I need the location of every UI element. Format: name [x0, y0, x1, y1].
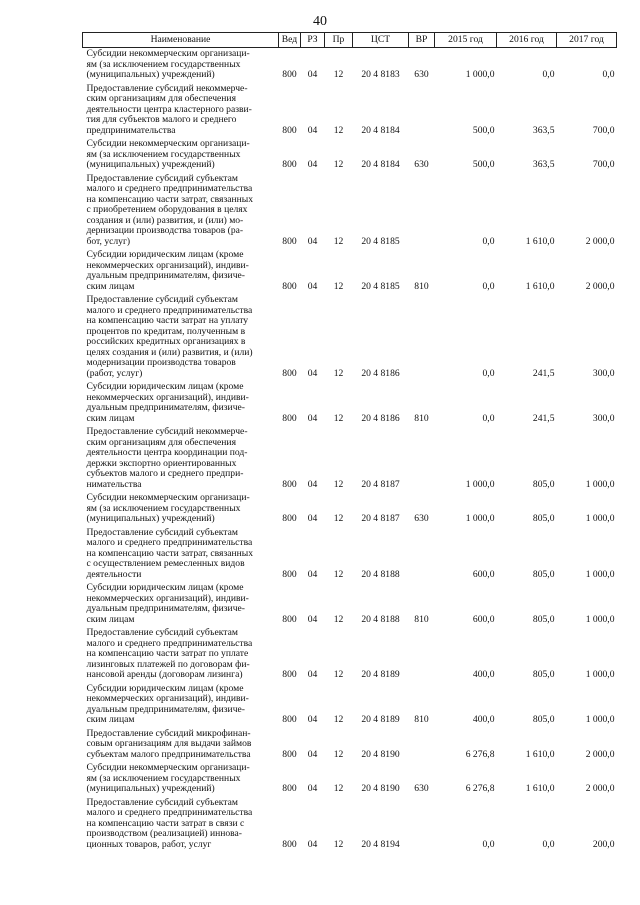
cell-name	[83, 762, 279, 797]
cell-pr: 12	[333, 714, 344, 725]
cell-cst: 20 4 8189	[361, 669, 400, 680]
name-line: лизинговых платежей по договорам фи-	[86, 658, 250, 670]
cell-2015: 0,0	[482, 280, 495, 292]
cell-cst: 20 4 8185	[361, 235, 400, 247]
header-rz: РЗ	[301, 33, 325, 48]
cell-2017: 1 000,0	[585, 513, 615, 524]
cell-rz: 04	[307, 478, 318, 490]
header-cst: ЦСТ	[353, 33, 409, 48]
table-row	[83, 492, 617, 527]
cell-2015: 0,0	[482, 367, 495, 379]
table-row	[83, 249, 617, 294]
name-line: Предоставление субсидий субъектам	[86, 627, 238, 638]
name-line: производством (реализацией) иннова-	[86, 828, 243, 839]
cell-rz: 04	[307, 124, 318, 136]
cell-vr: 630	[414, 69, 429, 80]
header-row	[83, 33, 617, 48]
table-row	[83, 294, 617, 381]
cell-pr: 12	[333, 235, 344, 247]
name-line: Предоставление субсидий субъектам	[86, 526, 238, 538]
cell-cst: 20 4 8188	[361, 613, 400, 625]
name-line: предпринимательства	[86, 124, 176, 136]
cell-ved: 800	[282, 124, 297, 136]
name-line: ционных товаров, работ, услуг	[86, 838, 212, 850]
header-pr: Пр	[325, 33, 353, 48]
cell-cst: 20 4 8186	[361, 367, 400, 379]
name-line: Субсидии некоммерческим организаци-	[86, 492, 250, 503]
name-line: Субсидии некоммерческим организаци-	[86, 48, 250, 59]
cell-2017: 700,0	[592, 159, 615, 170]
name-line: дуальным предпринимателям, физиче-	[86, 402, 245, 413]
cell-ved: 800	[282, 513, 297, 524]
cell-cst: 20 4 8187	[361, 478, 400, 490]
name-line: ским организациям для обеспечения	[86, 93, 236, 104]
name-line: деятельности	[86, 568, 142, 580]
cell-2017: 1 000,0	[585, 613, 615, 625]
table-row	[83, 582, 617, 627]
cell-2016: 1 610,0	[525, 235, 555, 247]
cell-name	[83, 683, 279, 728]
cell-ved: 800	[282, 478, 297, 490]
cell-name	[83, 249, 279, 294]
name-line: Субсидии юридическим лицам (кроме	[86, 682, 244, 694]
cell-pr: 12	[333, 613, 344, 625]
cell-2016: 363,5	[532, 124, 555, 136]
name-line: дуальным предпринимателям, физиче-	[86, 603, 245, 614]
cell-rz: 04	[307, 714, 318, 725]
name-line: Предоставление субсидий микрофинан-	[86, 727, 251, 739]
cell-rz: 04	[307, 367, 318, 379]
cell-name	[83, 582, 279, 627]
cell-2017: 2 000,0	[585, 783, 615, 794]
cell-vr: 810	[414, 714, 429, 725]
name-line: деятельности центра координации под-	[86, 447, 248, 458]
cell-cst: 20 4 8188	[361, 568, 400, 580]
name-line: субъектам малого предпринимательства	[86, 748, 251, 760]
cell-ved: 800	[282, 714, 297, 725]
cell-name	[83, 527, 279, 583]
cell-vr	[409, 728, 435, 763]
cell-ved: 800	[282, 669, 297, 680]
name-line: ям (за исключением государственных	[86, 58, 241, 70]
cell-rz: 04	[307, 669, 318, 680]
cell-2017: 0,0	[602, 69, 615, 80]
name-line: на компенсацию части затрат на уплату	[86, 315, 249, 326]
cell-pr: 12	[333, 412, 344, 424]
cell-ved: 800	[282, 613, 297, 625]
name-line: малого и среднего предпринимательства	[86, 537, 253, 548]
cell-2016: 1 610,0	[525, 748, 555, 760]
cell-vr	[409, 294, 435, 381]
name-line: держки экспортно ориентированных	[86, 457, 237, 469]
cell-ved: 800	[282, 280, 297, 292]
cell-rz: 04	[307, 748, 318, 760]
cell-name	[83, 381, 279, 426]
cell-2016: 805,0	[532, 714, 555, 725]
name-line: малого и среднего предпринимательства	[86, 637, 253, 649]
name-line: ским лицам	[86, 412, 135, 424]
cell-rz: 04	[307, 235, 318, 247]
name-line: дуальным предпринимателям, физиче-	[86, 703, 245, 715]
cell-cst: 20 4 8189	[361, 714, 400, 725]
cell-ved: 800	[282, 367, 297, 379]
cell-rz: 04	[307, 568, 318, 580]
cell-name	[83, 48, 279, 83]
cell-2015: 1 000,0	[465, 69, 495, 80]
cell-vr	[409, 173, 435, 250]
name-line: дернизации производства товаров (ра-	[86, 225, 244, 236]
cell-2016: 0,0	[542, 69, 555, 80]
cell-2016: 363,5	[532, 159, 555, 170]
name-line: Предоставление субсидий некоммерче-	[86, 426, 248, 437]
cell-2017: 1 000,0	[585, 714, 615, 725]
table-row	[83, 138, 617, 173]
cell-name	[83, 294, 279, 381]
name-line: с осуществлением ремесленных видов	[86, 558, 245, 569]
cell-2016: 0,0	[542, 838, 555, 850]
cell-cst: 20 4 8184	[361, 159, 400, 170]
cell-rz: 04	[307, 412, 318, 424]
name-line: процентов по кредитам, полученным в	[86, 325, 246, 337]
table-row	[83, 83, 617, 139]
cell-rz: 04	[307, 159, 318, 170]
cell-2017: 700,0	[592, 124, 615, 136]
cell-ved: 800	[282, 568, 297, 580]
cell-vr: 810	[414, 412, 429, 424]
name-line: целях создания и (или) развития, и (или)	[86, 346, 253, 358]
name-line: Предоставление субсидий некоммерче-	[86, 82, 248, 94]
cell-ved: 800	[282, 235, 297, 247]
name-line: субъектов малого и среднего предпри-	[86, 468, 244, 479]
cell-cst: 20 4 8190	[361, 783, 400, 794]
name-line: на компенсацию части затрат по уплате	[86, 648, 249, 659]
cell-vr: 810	[414, 613, 429, 625]
cell-2015: 500,0	[472, 159, 495, 170]
name-line: нансовой аренды (договорам лизинга)	[86, 669, 243, 680]
cell-vr	[409, 426, 435, 492]
cell-vr	[409, 797, 435, 853]
cell-pr: 12	[333, 513, 344, 524]
cell-cst: 20 4 8187	[361, 513, 400, 524]
name-line: бот, услуг)	[86, 235, 131, 247]
cell-pr: 12	[333, 478, 344, 490]
cell-ved: 800	[282, 412, 297, 424]
cell-2017: 2 000,0	[585, 235, 615, 247]
name-line: деятельности центра кластерного разви-	[86, 103, 252, 115]
name-line: некоммерческих организаций), индиви-	[86, 693, 249, 704]
table-row	[83, 762, 617, 797]
cell-cst: 20 4 8183	[361, 69, 400, 80]
cell-2016: 241,5	[532, 412, 555, 424]
name-line: (муниципальных) учреждений)	[86, 69, 215, 80]
name-line: Субсидии некоммерческим организаци-	[86, 762, 250, 773]
name-line: (муниципальных) учреждений)	[86, 783, 215, 794]
cell-name	[83, 426, 279, 492]
cell-ved: 800	[282, 838, 297, 850]
table-row	[83, 527, 617, 583]
cell-2017: 300,0	[592, 367, 615, 379]
cell-2015: 0,0	[482, 235, 495, 247]
cell-2016: 1 610,0	[525, 783, 555, 794]
header-name: Наименование	[83, 33, 279, 48]
name-line: совым организациям для выдачи займов	[86, 738, 252, 749]
cell-2015: 600,0	[472, 613, 495, 625]
cell-2016: 805,0	[532, 478, 555, 490]
table-body	[83, 48, 617, 853]
cell-name	[83, 138, 279, 173]
name-line: ям (за исключением государственных	[86, 502, 241, 514]
cell-2015: 600,0	[472, 568, 495, 580]
cell-rz: 04	[307, 513, 318, 524]
cell-rz: 04	[307, 280, 318, 292]
header-2015: 2015 год	[435, 33, 497, 48]
name-line: модернизации производства товаров	[86, 357, 236, 368]
name-line: на компенсацию части затрат в связи с	[86, 817, 245, 829]
cell-pr: 12	[333, 669, 344, 680]
name-line: ским лицам	[86, 613, 135, 625]
table-row	[83, 627, 617, 683]
name-line: ям (за исключением государственных	[86, 148, 241, 160]
cell-2017: 1 000,0	[585, 568, 615, 580]
name-line: Предоставление субсидий субъектам	[86, 294, 238, 305]
table-row	[83, 48, 617, 83]
name-line: Субсидии юридическим лицам (кроме	[86, 582, 244, 593]
table-row	[83, 173, 617, 250]
cell-pr: 12	[333, 838, 344, 850]
cell-ved: 800	[282, 783, 297, 794]
cell-2015: 6 276,8	[465, 783, 495, 794]
cell-2015: 500,0	[472, 124, 495, 136]
cell-vr	[409, 83, 435, 139]
cell-2016: 1 610,0	[525, 280, 555, 292]
cell-ved: 800	[282, 748, 297, 760]
name-line: ям (за исключением государственных	[86, 772, 241, 784]
cell-pr: 12	[333, 748, 344, 760]
cell-2016: 805,0	[532, 613, 555, 625]
name-line: (работ, услуг)	[86, 367, 143, 379]
name-line: российских кредитных организациях в	[86, 336, 246, 347]
name-line: на компенсацию части затрат, связанных	[86, 193, 254, 205]
cell-vr	[409, 527, 435, 583]
cell-2016: 241,5	[532, 367, 555, 379]
cell-cst: 20 4 8190	[361, 748, 400, 760]
cell-vr	[409, 627, 435, 683]
cell-pr: 12	[333, 124, 344, 136]
cell-vr: 810	[414, 280, 429, 292]
cell-cst: 20 4 8186	[361, 412, 400, 424]
name-line: ским лицам	[86, 280, 135, 292]
cell-name	[83, 728, 279, 763]
name-line: малого и среднего предпринимательства	[86, 807, 253, 818]
name-line: на компенсацию части затрат, связанных	[86, 547, 254, 559]
name-line: некоммерческих организаций), индиви-	[86, 592, 249, 604]
cell-vr: 630	[414, 783, 429, 794]
cell-2017: 200,0	[592, 838, 615, 850]
cell-pr: 12	[333, 159, 344, 170]
cell-2017: 1 000,0	[585, 669, 615, 680]
cell-2016: 805,0	[532, 669, 555, 680]
name-line: ским организациям для обеспечения	[86, 436, 236, 448]
cell-pr: 12	[333, 367, 344, 379]
cell-name	[83, 627, 279, 683]
name-line: нимательства	[86, 478, 142, 490]
cell-2017: 1 000,0	[585, 478, 615, 490]
cell-pr: 12	[333, 69, 344, 80]
name-line: Предоставление субсидий субъектам	[86, 172, 238, 184]
cell-2017: 2 000,0	[585, 748, 615, 760]
name-line: малого и среднего предпринимательства	[86, 183, 253, 194]
header-vr: ВР	[409, 33, 435, 48]
cell-name	[83, 173, 279, 250]
name-line: Субсидии некоммерческим организаци-	[86, 138, 250, 149]
budget-table	[82, 32, 617, 852]
table-row	[83, 426, 617, 492]
cell-cst: 20 4 8184	[361, 124, 400, 136]
name-line: некоммерческих организаций), индиви-	[86, 391, 249, 403]
cell-rz: 04	[307, 613, 318, 625]
cell-pr: 12	[333, 568, 344, 580]
name-line: некоммерческих организаций), индиви-	[86, 259, 249, 271]
cell-2015: 1 000,0	[465, 478, 495, 490]
cell-2015: 6 276,8	[465, 748, 495, 760]
cell-name	[83, 797, 279, 853]
cell-2015: 0,0	[482, 412, 495, 424]
table-row	[83, 683, 617, 728]
name-line: (муниципальных) учреждений)	[86, 513, 215, 524]
table-row	[83, 797, 617, 853]
name-line: Предоставление субсидий субъектам	[86, 796, 238, 808]
cell-2017: 300,0	[592, 412, 615, 424]
name-line: малого и среднего предпринимательства	[86, 304, 253, 316]
cell-2016: 805,0	[532, 568, 555, 580]
name-line: с приобретением оборудования в целях	[86, 204, 248, 215]
cell-2015: 400,0	[472, 669, 495, 680]
header-2017: 2017 год	[557, 33, 617, 48]
cell-name	[83, 492, 279, 527]
cell-rz: 04	[307, 69, 318, 80]
name-line: Субсидии юридическим лицам (кроме	[86, 381, 244, 392]
header-2016: 2016 год	[497, 33, 557, 48]
cell-cst: 20 4 8194	[361, 838, 400, 850]
cell-pr: 12	[333, 280, 344, 292]
cell-2015: 1 000,0	[465, 513, 495, 524]
name-line: Субсидии юридическим лицам (кроме	[86, 249, 244, 260]
cell-2017: 2 000,0	[585, 280, 615, 292]
cell-name	[83, 83, 279, 139]
cell-vr: 630	[414, 159, 429, 170]
name-line: (муниципальных) учреждений)	[86, 159, 215, 170]
cell-ved: 800	[282, 69, 297, 80]
name-line: тия для субъектов малого и среднего	[86, 114, 237, 125]
name-line: дуальным предпринимателям, физиче-	[86, 270, 245, 281]
name-line: создания и (или) развития, и (или) мо-	[86, 214, 244, 226]
cell-rz: 04	[307, 838, 318, 850]
cell-cst: 20 4 8185	[361, 280, 400, 292]
cell-ved: 800	[282, 159, 297, 170]
cell-vr: 630	[414, 513, 429, 524]
table-row	[83, 728, 617, 763]
page-number: 40	[313, 14, 327, 29]
header-ved: Вед	[279, 33, 301, 48]
cell-2015: 0,0	[482, 838, 495, 850]
table-row	[83, 381, 617, 426]
name-line: ским лицам	[86, 714, 135, 725]
cell-pr: 12	[333, 783, 344, 794]
cell-2016: 805,0	[532, 513, 555, 524]
cell-rz: 04	[307, 783, 318, 794]
cell-2015: 400,0	[472, 714, 495, 725]
